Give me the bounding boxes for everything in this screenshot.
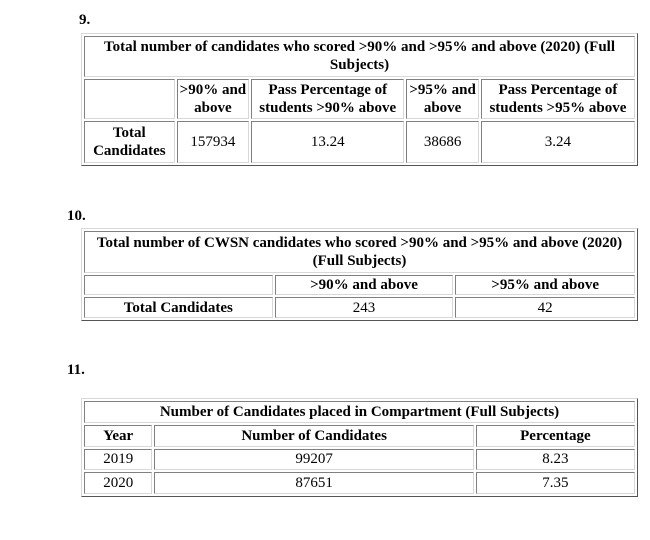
header-gt90: >90% and above (177, 79, 250, 120)
header-pass-pct-gt90: Pass Percentage of students >90% above (251, 79, 404, 120)
header-gt95: >95% and above (455, 275, 635, 296)
table-row (84, 275, 635, 296)
value-gt95: 42 (455, 297, 635, 318)
section-9-number: 9. (79, 12, 91, 28)
value-pass-pct-gt90: 13.24 (251, 121, 404, 163)
table-row (84, 79, 635, 120)
value-gt90: 157934 (177, 121, 250, 163)
table-section-11 (81, 398, 638, 497)
candidates-cell: 99207 (154, 449, 473, 471)
header-gt95: >95% and above (406, 79, 479, 120)
row-label-total-candidates: Total Candidates (84, 121, 175, 163)
table-row (84, 472, 635, 494)
header-number-of-candidates: Number of Candidates (154, 425, 473, 447)
section-11-number: 11. (67, 362, 85, 378)
table-row (84, 425, 635, 447)
table-row (84, 401, 635, 423)
table-11-title: Number of Candidates placed in Compartment (Full Subjects) (84, 401, 635, 423)
table-row (84, 297, 635, 318)
empty-header-cell (84, 79, 175, 120)
table-row (84, 121, 635, 163)
header-percentage: Percentage (476, 425, 635, 447)
header-year: Year (84, 425, 152, 447)
table-section-9 (81, 33, 638, 166)
year-cell: 2019 (84, 449, 152, 471)
table-row (84, 36, 635, 77)
value-gt95: 38686 (406, 121, 479, 163)
percentage-cell: 7.35 (476, 472, 635, 494)
percentage-cell: 8.23 (476, 449, 635, 471)
empty-header-cell (84, 275, 273, 296)
candidates-cell: 87651 (154, 472, 473, 494)
header-pass-pct-gt95: Pass Percentage of students >95% above (481, 79, 635, 120)
section-10-number: 10. (67, 208, 86, 224)
value-gt90: 243 (275, 297, 454, 318)
table-10-title: Total number of CWSN candidates who scored >90% and >95% and above (2020) (Full Subjects) (84, 231, 635, 273)
table-row (84, 449, 635, 471)
year-cell: 2020 (84, 472, 152, 494)
header-gt90: >90% and above (275, 275, 454, 296)
row-label-total-candidates: Total Candidates (84, 297, 273, 318)
table-section-10 (81, 228, 638, 321)
table-row (84, 231, 635, 273)
table-9-title: Total number of candidates who scored >90% and >95% and above (2020) (Full Subjects) (84, 36, 635, 77)
value-pass-pct-gt95: 3.24 (481, 121, 635, 163)
